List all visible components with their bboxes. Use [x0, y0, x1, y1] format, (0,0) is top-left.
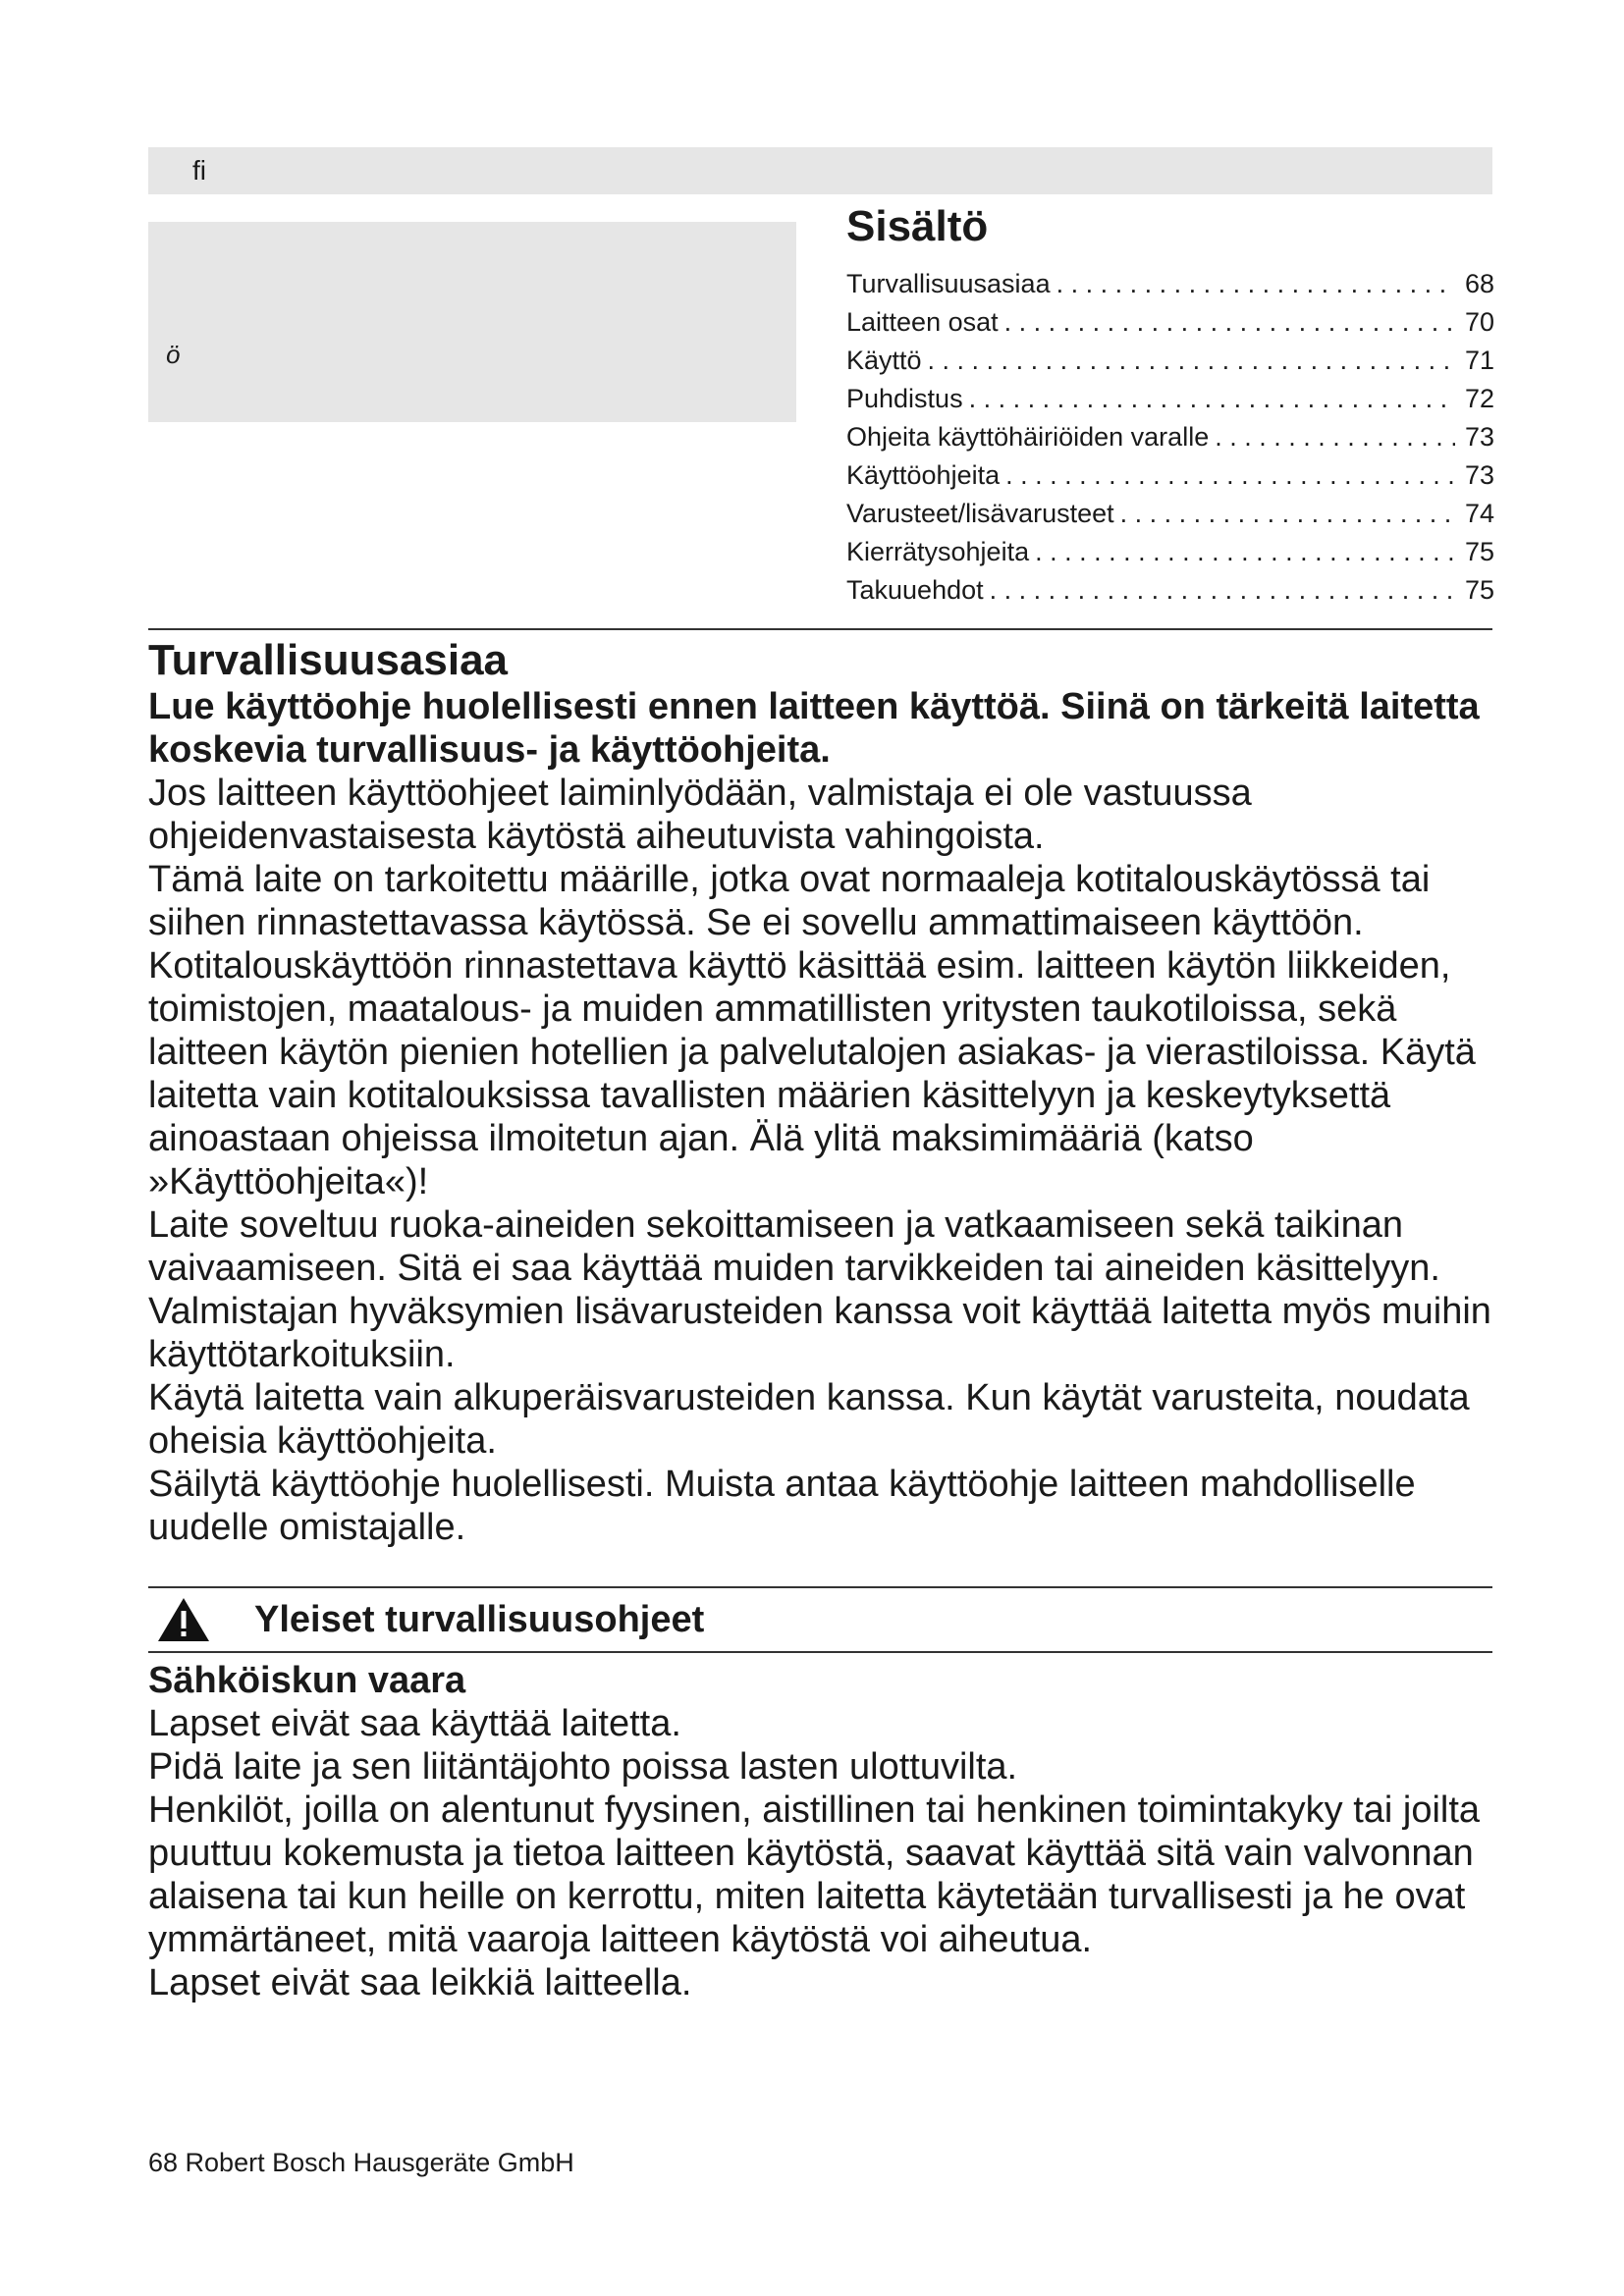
toc-leader-dots	[928, 342, 1455, 380]
side-panel	[148, 222, 796, 422]
toc-entry-label: Käyttö	[846, 346, 922, 375]
general-safety-title: Yleiset turvallisuusohjeet	[254, 1598, 705, 1640]
toc-leader-dots	[1120, 495, 1455, 533]
toc-entry-page: 70	[1464, 307, 1494, 337]
safety-paragraph: Jos laitteen käyttöohjeet laiminlyödään, valmistaja ei ole vastuussa ohjeidenvastaisesta käytöstä aiheutuvista vahingoista.	[148, 773, 1252, 857]
toc-entry-label: Turvallisuusasiaa	[846, 269, 1051, 298]
toc-entry[interactable]	[846, 380, 1494, 418]
toc-entry[interactable]	[846, 342, 1494, 380]
general-paragraph: Pidä laite ja sen liitäntäjohto poissa lasten ulottuvilta.	[148, 1746, 1018, 1788]
safety-paragraph: Laite soveltuu ruoka-aineiden sekoittamiseen ja vatkaamiseen sekä taikinan vaivaamiseen. Sitä ei saa käyttää muiden tarvikkeiden tai aineiden käsittelyyn. Valmistajan hyväksymien lisävarusteiden kanssa voit käyttää laitetta myös muihin käyttötarkoituksiin.	[148, 1204, 1491, 1375]
table-of-contents	[846, 202, 1494, 610]
electric-shock-heading: Sähköiskun vaara	[148, 1660, 466, 1701]
toc-entry-page: 68	[1464, 269, 1494, 298]
toc-entry-page: 71	[1464, 346, 1494, 375]
language-bar	[148, 147, 1492, 194]
language-code: fi	[192, 155, 206, 186]
toc-entry[interactable]	[846, 495, 1494, 533]
general-safety-section	[148, 1659, 1492, 2004]
toc-entry-label: Varusteet/lisävarusteet	[846, 499, 1114, 528]
safety-title: Turvallisuusasiaa	[148, 636, 509, 684]
toc-leader-dots	[1004, 303, 1455, 342]
section-divider	[148, 1651, 1492, 1653]
general-paragraph: Henkilöt, joilla on alentunut fyysinen, aistillinen tai henkinen toimintakyky tai joilta puuttuu kokemusta ja tietoa laitteen käytöstä, saavat käyttää sitä vain valvonnan alaisena tai kun heille on kerrottu, miten laitetta käytetään turvallisesti ja he ovat ymmärtäneet, mitä vaaroja laitteen käytöstä voi aiheutua.	[148, 1789, 1481, 1960]
toc-leader-dots	[1005, 456, 1455, 495]
toc-entry-page: 72	[1464, 384, 1494, 413]
toc-entry[interactable]	[846, 533, 1494, 571]
side-panel-glyph: ö	[166, 340, 181, 369]
toc-leader-dots	[1215, 418, 1455, 456]
toc-entry-label: Kierrätysohjeita	[846, 537, 1030, 566]
toc-entry[interactable]	[846, 418, 1494, 456]
general-paragraph: Lapset eivät saa käyttää laitetta.	[148, 1703, 681, 1744]
toc-entry-page: 75	[1464, 537, 1494, 566]
toc-leader-dots	[969, 380, 1455, 418]
toc-entry-page: 73	[1464, 422, 1494, 452]
general-safety-header	[148, 1592, 1492, 1647]
warning-triangle-icon	[156, 1596, 211, 1643]
toc-entry-page: 73	[1464, 460, 1494, 490]
safety-paragraph: Tämä laite on tarkoitettu määrille, jotka ovat normaaleja kotitalouskäytössä tai siihen rinnastettavassa käytössä. Se ei sovellu ammattimaiseen käyttöön. Kotitalouskäyttöön rinnastettava käyttö käsittää esim. laitteen käytön liikkeiden, toimistojen, maatalous- ja muiden ammatillisten yritysten taukotiloissa, sekä laitteen käytön pienien hotellien ja palvelutalojen asiakas- ja vierastiloissa. Käytä laitetta vain kotitalouksissa tavallisten määrien käsittelyyn ja keskeytyksettä ainoastaan ohjeissa ilmoitetun ajan. Älä ylitä maksimimääriä (katso »Käyttöohjeita«)!	[148, 859, 1476, 1202]
safety-lead: Lue käyttöohje huolellisesti ennen laitteen käyttöä. Siinä on tärkeitä laitetta koskevia turvallisuus- ja käyttöohjeita.	[148, 686, 1480, 771]
toc-entry-label: Takuuehdot	[846, 575, 984, 605]
general-paragraph: Lapset eivät saa leikkiä laitteella.	[148, 1962, 692, 2003]
toc-entry[interactable]	[846, 456, 1494, 495]
toc-entry[interactable]	[846, 303, 1494, 342]
safety-paragraph: Käytä laitetta vain alkuperäisvarusteiden kanssa. Kun käytät varusteita, noudata oheisia käyttöohjeita.	[148, 1377, 1470, 1462]
safety-paragraph: Säilytä käyttöohje huolellisesti. Muista antaa käyttöohje laitteen mahdolliselle uudelle omistajalle.	[148, 1464, 1416, 1548]
toc-entry[interactable]	[846, 265, 1494, 303]
toc-leader-dots	[1035, 533, 1455, 571]
toc-leader-dots	[990, 571, 1455, 610]
toc-title: Sisältö	[846, 202, 989, 250]
toc-entry-label: Käyttöohjeita	[846, 460, 1001, 490]
section-divider	[148, 1586, 1492, 1588]
section-divider	[148, 628, 1492, 630]
toc-entry-label: Laitteen osat	[846, 307, 999, 337]
toc-leader-dots	[1056, 265, 1455, 303]
page-footer: 68 Robert Bosch Hausgeräte GmbH	[148, 2148, 574, 2177]
toc-entry-label: Puhdistus	[846, 384, 963, 413]
toc-entry[interactable]	[846, 571, 1494, 610]
toc-entry-page: 74	[1464, 499, 1494, 528]
safety-section	[148, 636, 1492, 1549]
toc-entry-label: Ohjeita käyttöhäiriöiden varalle	[846, 422, 1210, 452]
toc-entry-page: 75	[1464, 575, 1494, 605]
